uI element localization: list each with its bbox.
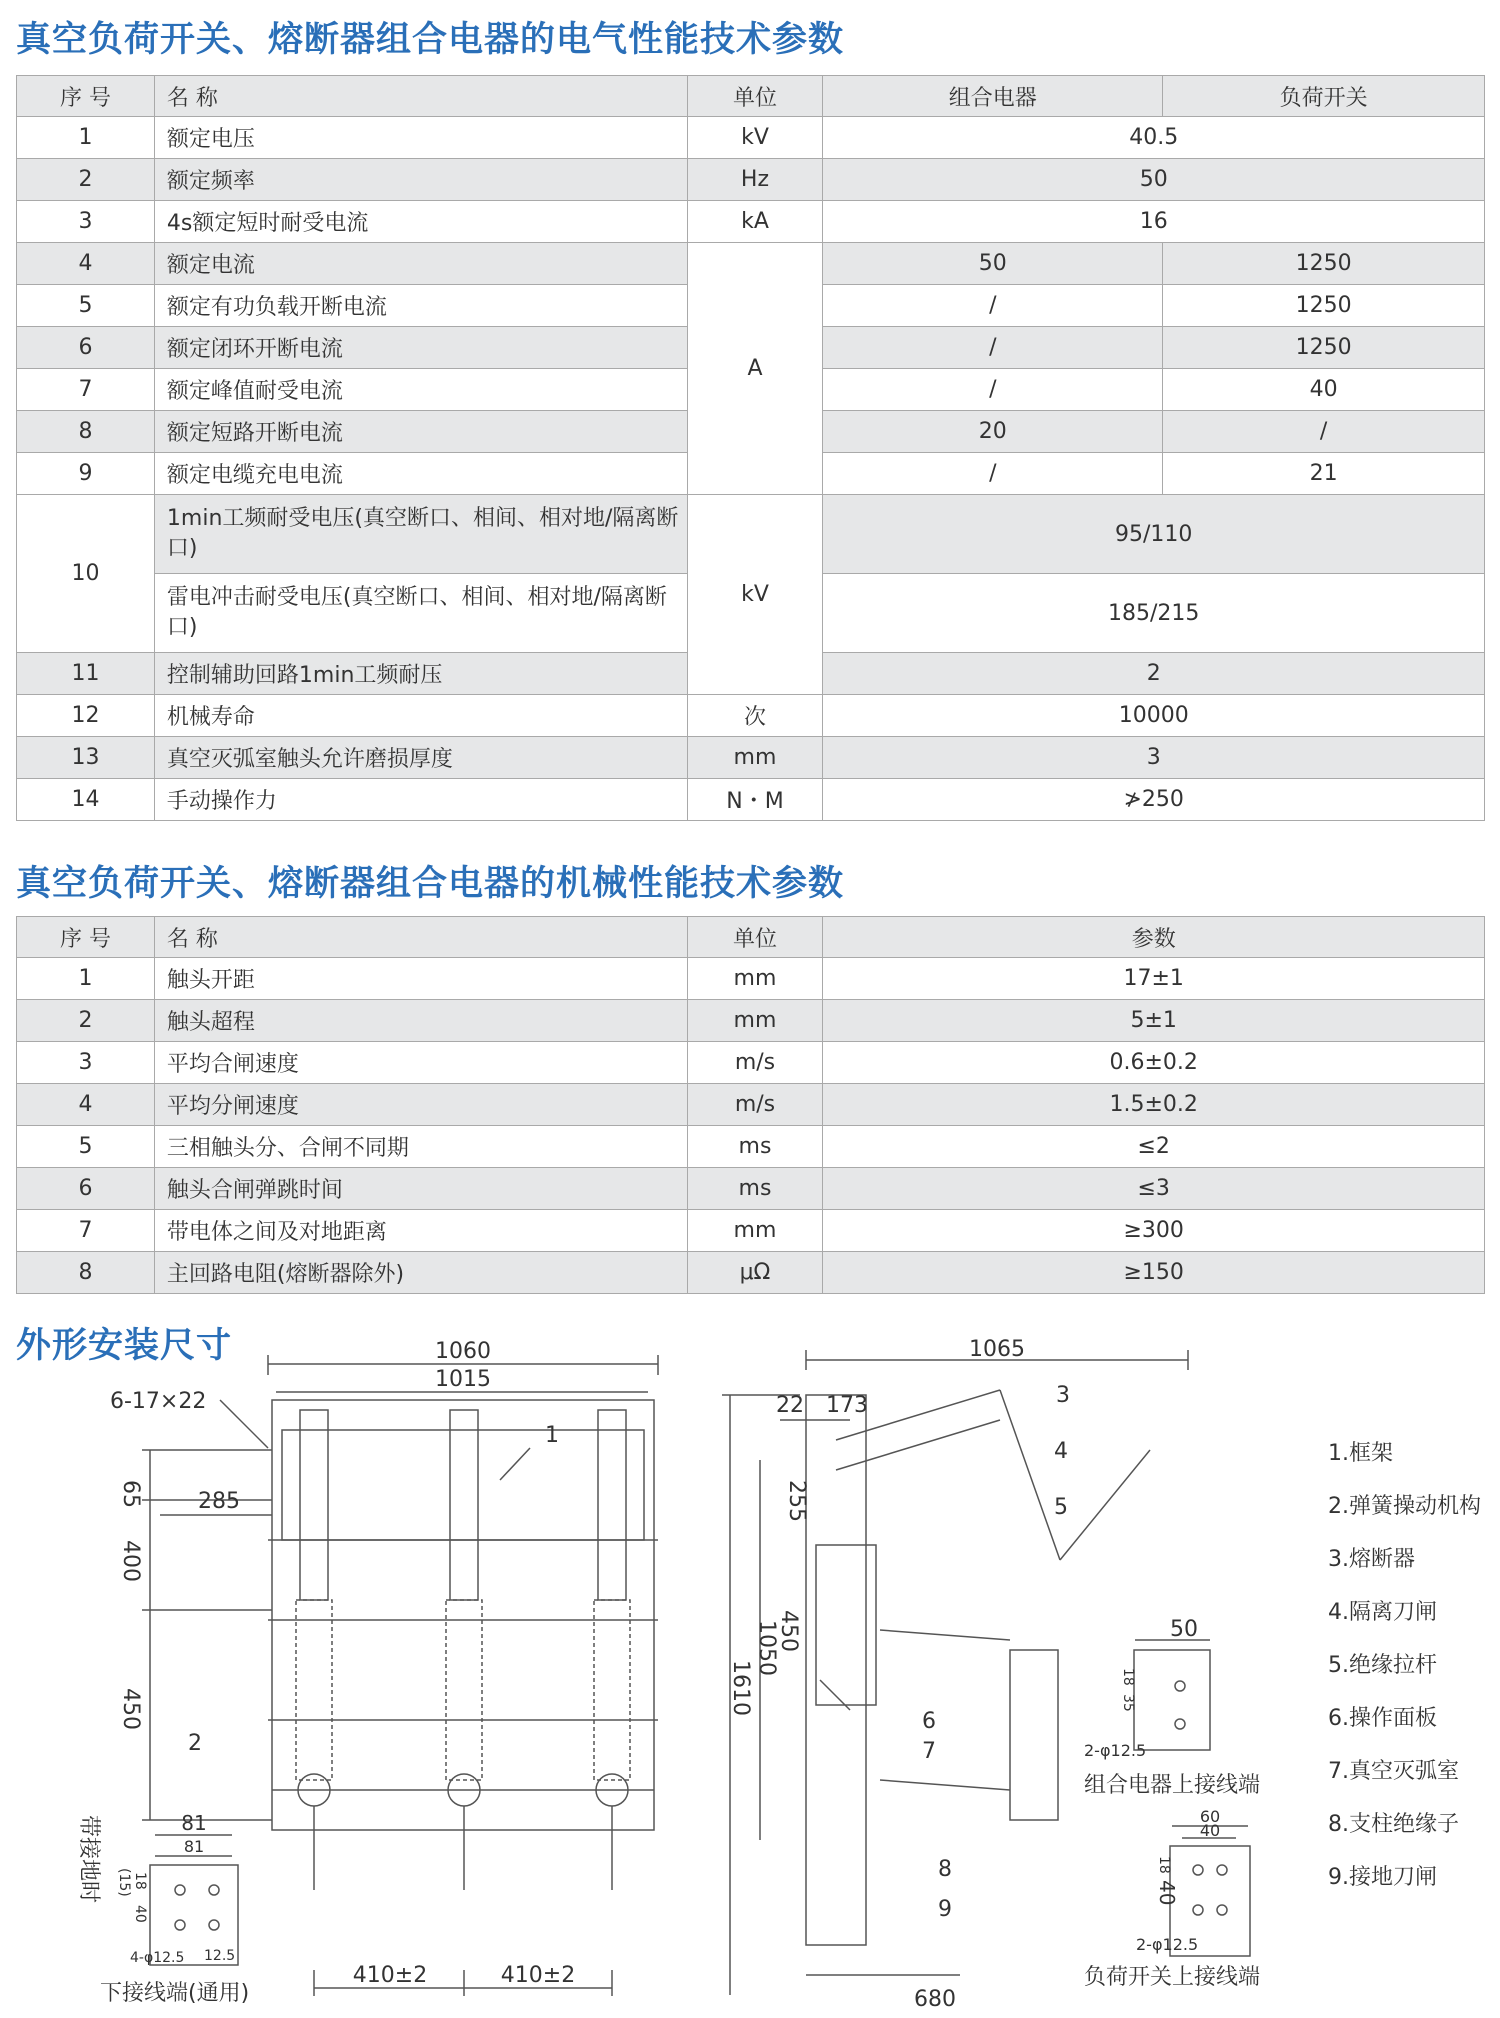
dim-450: 450	[118, 1688, 143, 1730]
dim-410-left: 410±2	[352, 1963, 428, 1988]
unit-A-cell: A	[687, 243, 823, 495]
svg-text:18: 18	[1120, 1668, 1136, 1686]
table-row: 13 真空灭弧室触头允许磨损厚度 mm 3	[17, 737, 1485, 779]
combo-upper-terminal	[1134, 1640, 1210, 1750]
svg-text:12.5: 12.5	[204, 1948, 236, 1964]
mechanical-section-title: 真空负荷开关、熔断器组合电器的机械性能技术参数	[16, 864, 845, 904]
svg-text:81: 81	[183, 1837, 205, 1856]
installation-drawing	[0, 1310, 1500, 2018]
dim-400: 400	[118, 1540, 143, 1582]
legend-item: 4.隔离刀闸	[1328, 1600, 1437, 1625]
legend-item: 1.框架	[1328, 1441, 1393, 1466]
svg-text:40: 40	[132, 1905, 148, 1923]
table-row: 3 平均合闸速度 m/s 0.6±0.2	[17, 1042, 1485, 1084]
dimensions-section-title: 外形安装尺寸	[16, 1326, 233, 1366]
dim-1015: 1015	[435, 1367, 491, 1392]
svg-text:4: 4	[1054, 1439, 1068, 1464]
table-row: 6 额定闭环开断电流 / 1250	[17, 327, 1485, 369]
table-row: 2 触头超程 mm 5±1	[17, 1000, 1485, 1042]
svg-text:6: 6	[922, 1709, 936, 1734]
table-row: 10 1min工频耐受电压(真空断口、相间、相对地/隔离断口) kV 95/110	[17, 495, 1485, 574]
table-header-row	[17, 76, 1485, 117]
table-row: 14 手动操作力 N・M ≯250	[17, 779, 1485, 821]
table-row: 2 额定频率 Hz 50	[17, 159, 1485, 201]
electrical-table	[16, 75, 1485, 821]
switch-terminal-caption: 负荷开关上接线端	[1084, 1965, 1261, 1990]
svg-text:255: 255	[784, 1480, 809, 1522]
unit-kV-cell: kV	[687, 495, 823, 695]
table-header-row: 序 号 名 称 单位 参数	[17, 917, 1485, 958]
callout-1: 1	[545, 1423, 559, 1448]
svg-text:40: 40	[1155, 1880, 1179, 1906]
bottom-terminal-caption: 下接线端(通用)	[100, 1981, 250, 2006]
dim-65: 65	[118, 1480, 143, 1508]
svg-text:1065: 1065	[969, 1337, 1025, 1362]
table-row: 5 额定有功负载开断电流 / 1250	[17, 285, 1485, 327]
table-row: 11 控制辅助回路1min工频耐压 2	[17, 653, 1485, 695]
legend-item: 3.熔断器	[1328, 1547, 1415, 1572]
legend-item: 2.弹簧操动机构	[1328, 1494, 1481, 1519]
svg-text:680: 680	[914, 1987, 956, 2012]
table-row: 4 额定电流 A 50 1250	[17, 243, 1485, 285]
svg-text:2-φ12.5: 2-φ12.5	[1136, 1935, 1199, 1954]
table-row: 7 带电体之间及对地距离 mm ≥300	[17, 1210, 1485, 1252]
callout-2: 2	[188, 1731, 202, 1756]
legend-item: 9.接地刀闸	[1328, 1865, 1437, 1890]
header-unit: 单位	[687, 76, 823, 117]
svg-text:50: 50	[1170, 1617, 1198, 1642]
ground-note: 带接地时	[76, 1815, 101, 1904]
svg-text:173: 173	[826, 1393, 868, 1418]
dim-holes: 6-17×22	[110, 1389, 207, 1414]
legend-item: 7.真空灭弧室	[1328, 1759, 1459, 1784]
table-row: 1 触头开距 mm 17±1	[17, 958, 1485, 1000]
table-row: 9 额定电缆充电电流 / 21	[17, 453, 1485, 495]
svg-text:2-φ12.5: 2-φ12.5	[1084, 1741, 1147, 1760]
dim-410-right: 410±2	[500, 1963, 576, 1988]
svg-text:81: 81	[181, 1811, 207, 1835]
header-no: 序 号	[17, 76, 155, 117]
table-row: 8 主回路电阻(熔断器除外) μΩ ≥150	[17, 1252, 1485, 1294]
table-row: 5 三相触头分、合闸不同期 ms ≤2	[17, 1126, 1485, 1168]
svg-text:9: 9	[938, 1897, 952, 1922]
table-row: 12 机械寿命 次 10000	[17, 695, 1485, 737]
svg-text:450: 450	[776, 1610, 801, 1652]
svg-text:1610: 1610	[728, 1660, 753, 1716]
svg-text:3: 3	[1056, 1383, 1070, 1408]
svg-text:40: 40	[1199, 1821, 1221, 1840]
svg-text:5: 5	[1054, 1495, 1068, 1520]
front-view	[142, 1355, 658, 1996]
svg-text:18: 18	[132, 1872, 148, 1890]
svg-text:4-φ12.5: 4-φ12.5	[130, 1950, 185, 1966]
header-switch: 负荷开关	[1163, 76, 1485, 117]
svg-text:35: 35	[1120, 1694, 1136, 1712]
header-name: 名 称	[154, 76, 687, 117]
svg-text:8: 8	[938, 1857, 952, 1882]
combo-terminal-caption: 组合电器上接线端	[1084, 1773, 1261, 1798]
svg-text:7: 7	[922, 1739, 936, 1764]
legend-item: 5.绝缘拉杆	[1328, 1653, 1437, 1678]
electrical-section-title: 真空负荷开关、熔断器组合电器的电气性能技术参数	[16, 20, 845, 60]
table-row: 1 额定电压 kV 40.5	[17, 117, 1485, 159]
table-row: 7 额定峰值耐受电流 / 40	[17, 369, 1485, 411]
mechanical-table	[16, 916, 1485, 1294]
legend-item: 6.操作面板	[1328, 1706, 1437, 1731]
svg-text:(15): (15)	[116, 1868, 132, 1897]
table-row: 8 额定短路开断电流 20 /	[17, 411, 1485, 453]
table-row: 6 触头合闸弹跳时间 ms ≤3	[17, 1168, 1485, 1210]
side-view	[722, 1350, 1188, 1995]
svg-text:1050: 1050	[754, 1620, 779, 1676]
svg-text:60: 60	[1199, 1807, 1221, 1826]
table-row: 4 平均分闸速度 m/s 1.5±0.2	[17, 1084, 1485, 1126]
header-combo: 组合电器	[823, 76, 1163, 117]
svg-text:22: 22	[776, 1393, 804, 1418]
dim-285: 285	[198, 1489, 240, 1514]
dim-1060: 1060	[435, 1339, 491, 1364]
table-row: 雷电冲击耐受电压(真空断口、相间、相对地/隔离断口) 185/215	[17, 574, 1485, 653]
table-row: 3 4s额定短时耐受电流 kA 16	[17, 201, 1485, 243]
svg-text:18: 18	[1156, 1856, 1172, 1874]
legend-item: 8.支柱绝缘子	[1328, 1812, 1459, 1837]
